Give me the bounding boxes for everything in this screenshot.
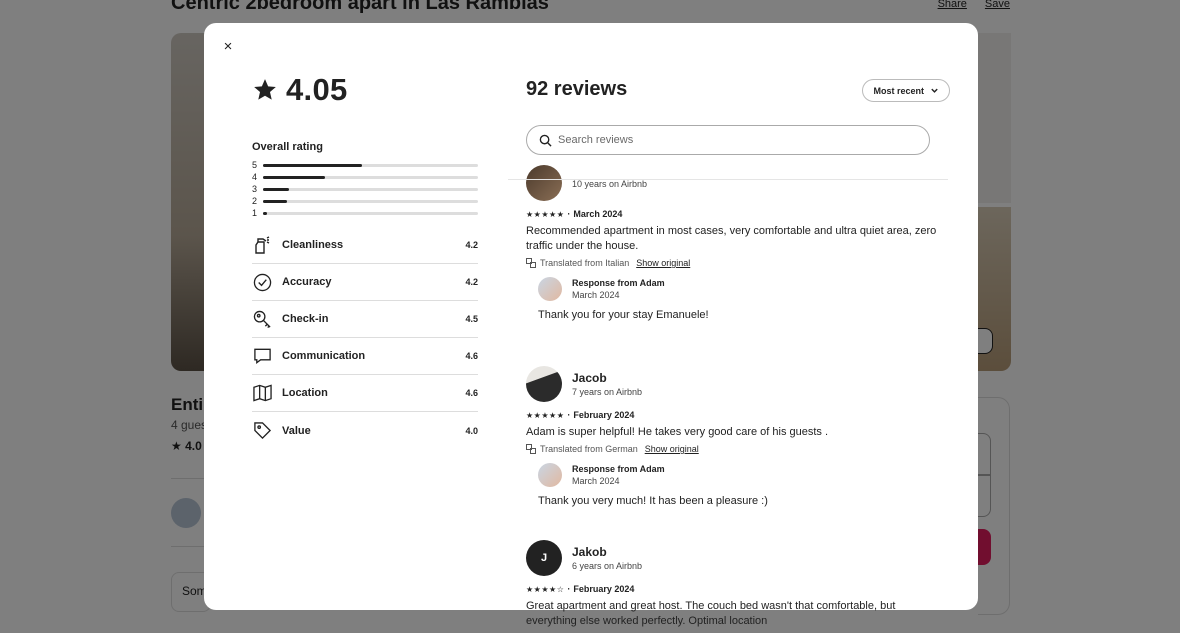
rating-bar-label: 5	[252, 160, 258, 170]
reviews-count-heading: 92 reviews	[526, 78, 628, 100]
search-icon	[539, 134, 552, 147]
category-name: Communication	[282, 350, 366, 362]
host-avatar	[538, 277, 562, 301]
rating-bar-fill	[263, 176, 325, 179]
category-communication	[252, 338, 478, 375]
category-value: 4.6	[465, 351, 478, 361]
meta-separator: ·	[567, 209, 571, 219]
category-cleanliness	[252, 227, 478, 264]
meta-separator: ·	[567, 410, 571, 420]
rating-bar-fill	[263, 164, 362, 167]
category-ratings	[252, 227, 478, 449]
category-name: Accuracy	[282, 276, 332, 288]
response-text: Thank you for your stay Emanuele!	[538, 309, 709, 321]
review-meta	[526, 410, 946, 420]
sort-dropdown[interactable]	[862, 79, 950, 102]
response-date: March 2024	[572, 290, 620, 300]
close-icon[interactable]: ×	[223, 38, 233, 55]
category-accuracy	[252, 264, 478, 301]
translated-from: Translated from German	[540, 444, 638, 454]
review-meta	[526, 209, 946, 219]
review-stars: ★★★★★	[526, 410, 565, 420]
reviews-panel	[526, 23, 946, 627]
rating-bar-fill	[263, 200, 287, 203]
rating-bar-fill	[263, 212, 267, 215]
show-original-link[interactable]: Show original	[644, 444, 699, 454]
chat-bubble-icon	[252, 346, 272, 366]
reviewer-avatar[interactable]	[526, 366, 562, 402]
reviewer-name: Jacob	[572, 371, 607, 385]
overall-score-value: 4.05	[286, 72, 348, 107]
review-text: Adam is super helpful! He takes very good care of his guests .	[526, 426, 829, 438]
reviewer-name: Jakob	[572, 545, 607, 559]
review-stars: ★★★★☆	[526, 584, 565, 594]
reviewer-tenure: 10 years on Airbnb	[572, 179, 648, 189]
show-original-link[interactable]: Show original	[636, 258, 691, 268]
review-date: February 2024	[573, 584, 635, 594]
reviews-modal	[204, 23, 978, 627]
rating-bar-fill	[263, 188, 289, 191]
response-title: Response from Adam	[572, 278, 665, 288]
response-title: Response from Adam	[572, 464, 665, 474]
review-meta	[526, 584, 946, 594]
rating-distribution	[252, 159, 478, 219]
category-name: Location	[282, 387, 328, 399]
category-value: 4.2	[465, 277, 478, 287]
rating-bar-2	[252, 195, 478, 207]
host-response	[538, 463, 946, 507]
category-name: Check-in	[282, 313, 329, 325]
review-item	[526, 540, 946, 629]
review-search[interactable]	[526, 125, 930, 155]
ratings-summary	[252, 73, 478, 449]
response-date: March 2024	[572, 476, 620, 486]
header-divider	[508, 179, 948, 180]
key-icon	[252, 309, 272, 329]
search-input[interactable]	[558, 134, 908, 146]
review-date: March 2024	[573, 209, 623, 219]
rating-bar-label: 4	[252, 172, 258, 182]
star-icon	[252, 77, 278, 103]
map-icon	[252, 383, 272, 403]
reviewer-avatar[interactable]	[526, 540, 562, 576]
category-name: Cleanliness	[282, 239, 344, 251]
overall-rating-label: Overall rating	[252, 141, 323, 153]
category-name: Value	[282, 424, 311, 437]
review-item	[526, 165, 946, 321]
sort-label: Most recent	[873, 85, 924, 96]
rating-bar-3	[252, 183, 478, 195]
category-value: 4.0	[465, 425, 478, 436]
rating-bar-4	[252, 171, 478, 183]
rating-bar-5	[252, 159, 478, 171]
reviews-list[interactable]	[526, 179, 946, 627]
check-circle-icon	[252, 272, 272, 292]
category-value	[252, 412, 478, 449]
reviewer-avatar[interactable]	[526, 165, 562, 201]
translated-from: Translated from Italian	[540, 258, 630, 268]
category-check-in	[252, 301, 478, 338]
translation-note	[526, 258, 946, 268]
translate-icon	[526, 444, 536, 454]
rating-bar-1	[252, 207, 478, 219]
review-stars: ★★★★★	[526, 209, 565, 219]
review-text: Great apartment and great host. The couch bed wasn't that comfortable, but everything else worked perfectly. Optimal location	[526, 600, 896, 627]
host-response	[538, 277, 946, 321]
spray-bottle-icon	[252, 235, 272, 255]
rating-bar-label: 2	[252, 196, 258, 206]
reviewer-tenure: 7 years on Airbnb	[572, 387, 643, 397]
translate-icon	[526, 258, 536, 268]
overall-score	[252, 73, 478, 107]
host-avatar	[538, 463, 562, 487]
avatar-initial: J	[540, 552, 548, 564]
response-text: Thank you very much! It has been a pleasure :)	[538, 495, 768, 507]
category-location	[252, 375, 478, 412]
meta-separator: ·	[567, 584, 571, 594]
rating-bar-label: 1	[252, 208, 258, 218]
chevron-down-icon	[930, 86, 939, 95]
reviewer-tenure: 6 years on Airbnb	[572, 561, 643, 571]
category-value: 4.6	[465, 388, 478, 398]
review-text: Recommended apartment in most cases, very comfortable and ultra quiet area, zero traffic under the house.	[526, 225, 937, 252]
category-value: 4.2	[465, 240, 478, 250]
review-item	[526, 366, 946, 507]
translation-note	[526, 444, 946, 454]
category-value: 4.5	[465, 314, 478, 324]
tag-icon	[252, 421, 272, 441]
rating-bar-label: 3	[252, 184, 258, 194]
review-date: February 2024	[573, 410, 635, 420]
